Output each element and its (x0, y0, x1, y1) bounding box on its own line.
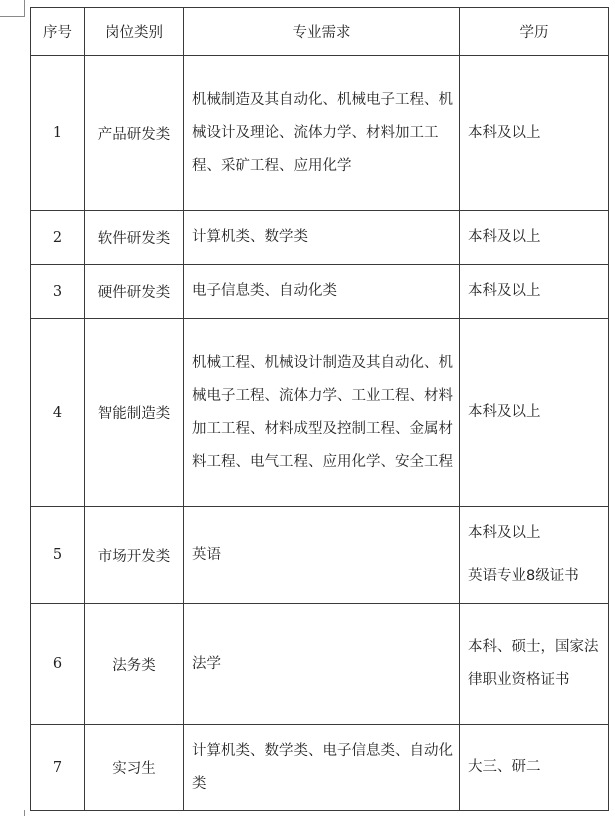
education-requirement: 本科及以上 (468, 124, 541, 141)
major-requirement: 计算机类、数学类、电子信息类、自动化类 (184, 725, 460, 811)
education-requirement: 大三、研二 (468, 759, 541, 775)
education-cell (460, 725, 609, 811)
row-number: 7 (31, 725, 85, 811)
education-cell (460, 319, 609, 507)
major-requirement: 计算机类、数学类 (184, 211, 460, 265)
table-row (31, 604, 609, 725)
education-requirement: 本科及以上 (468, 283, 541, 299)
education-cell (460, 56, 609, 211)
table-row (31, 507, 609, 604)
major-requirement: 机械工程、机械设计制造及其自动化、机械电子工程、流体力学、工业工程、材料加工工程、材料成型及控制工程、金属材料工程、电气工程、应用化学、安全工程 (184, 319, 460, 507)
row-number: 3 (31, 265, 85, 319)
education-cell (460, 211, 609, 265)
table-row (31, 725, 609, 811)
header-position-category: 岗位类别 (85, 8, 184, 56)
table-row (31, 319, 609, 507)
bottom-crop-mark (0, 810, 25, 816)
education-requirement: 本科及以上 (468, 229, 541, 245)
row-number: 2 (31, 211, 85, 265)
position-category: 智能制造类 (85, 319, 184, 507)
major-requirement: 电子信息类、自动化类 (184, 265, 460, 319)
position-category: 产品研发类 (85, 56, 184, 211)
position-category: 软件研发类 (85, 211, 184, 265)
table-row (31, 265, 609, 319)
position-category: 市场开发类 (85, 507, 184, 604)
major-requirement: 法学 (184, 604, 460, 725)
major-requirement: 英语 (184, 507, 460, 604)
position-category: 硬件研发类 (85, 265, 184, 319)
corner-crop-mark (0, 0, 25, 17)
education-cell (460, 265, 609, 319)
major-requirement: 机械制造及其自动化、机械电子工程、机械设计及理论、流体力学、材料加工工程、采矿工程、应用化学 (184, 56, 460, 211)
row-number: 4 (31, 319, 85, 507)
row-number: 6 (31, 604, 85, 725)
education-requirement: 本科及以上 (468, 404, 541, 420)
position-category: 实习生 (85, 725, 184, 811)
education-requirement: 本科、硕士，国家法律职业资格证书 (468, 639, 599, 688)
education-certificate: 英语专业8级证书 (468, 568, 579, 584)
education-requirement: 本科及以上 (468, 525, 541, 541)
row-number: 1 (31, 56, 85, 211)
position-category: 法务类 (85, 604, 184, 725)
row-number: 5 (31, 507, 85, 604)
header-major-requirement: 专业需求 (184, 8, 460, 56)
education-cell (460, 604, 609, 725)
recruitment-table (30, 7, 609, 811)
table-header-row (31, 8, 609, 56)
table-row (31, 56, 609, 211)
table-row (31, 211, 609, 265)
education-cell (460, 507, 609, 604)
header-education: 学历 (460, 8, 609, 56)
header-serial-number: 序号 (31, 8, 85, 56)
